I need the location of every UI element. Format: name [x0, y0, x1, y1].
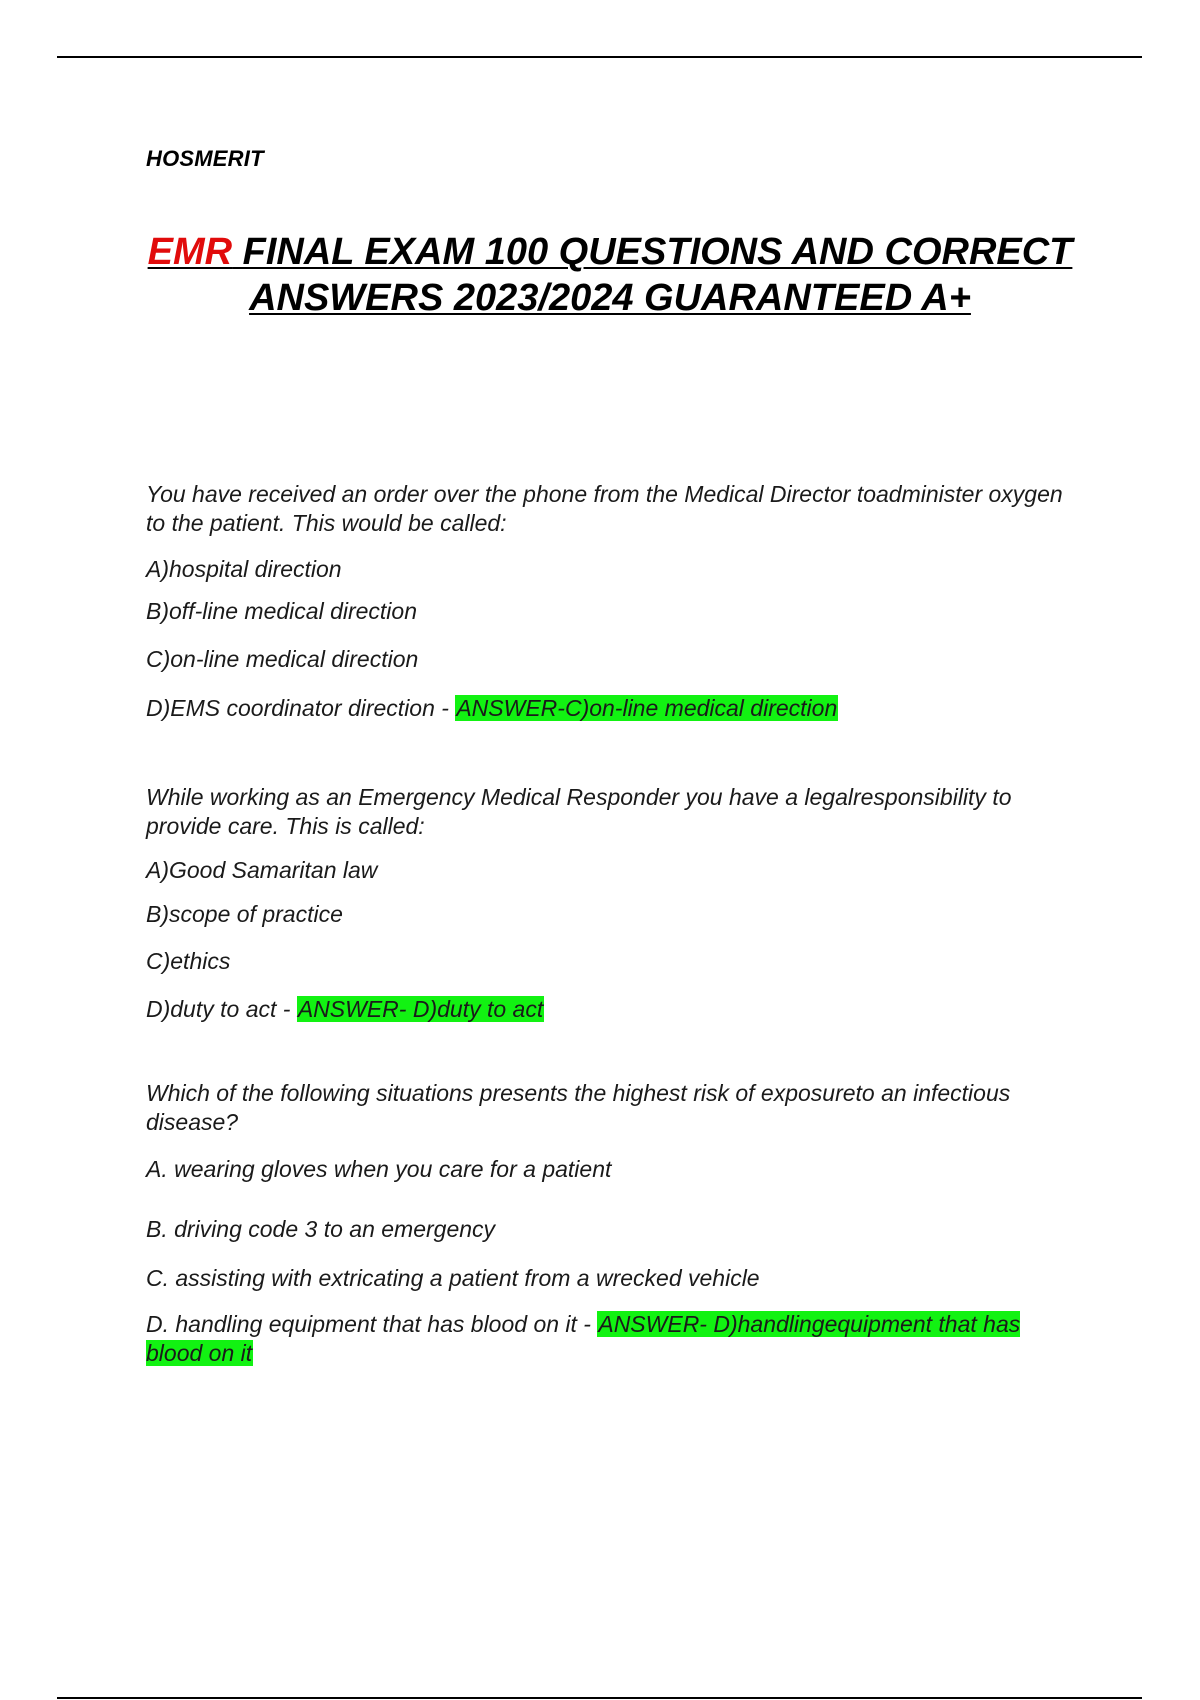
option-c: C. assisting with extricating a patient from a wrecked vehicle: [146, 1265, 760, 1291]
answer-highlight: ANSWER-C)on-line medical direction: [456, 695, 838, 721]
title-accent: EMR: [147, 231, 233, 273]
title-rest: FINAL EXAM 100 QUESTIONS AND CORRECT ANSWERS 2023/2024 GUARANTEED A+: [232, 231, 1073, 319]
question-block-3: [146, 1079, 1076, 1366]
option-d: [146, 694, 838, 723]
bottom-rule: [57, 1697, 1142, 1699]
answer-highlight: ANSWER- D)duty to act: [297, 996, 544, 1022]
question-block-2: [146, 783, 1076, 1022]
answer-highlight: ANSWER- D)handlingequipment that has blood on it: [146, 1311, 1021, 1366]
option-a: A. wearing gloves when you care for a patient: [146, 1156, 612, 1182]
question-text: You have received an order over the phone from the Medical Director toadminister oxygen to the patient. This would be called:: [146, 481, 1063, 536]
option-d: [146, 1310, 1076, 1368]
option-c: C)ethics: [146, 948, 231, 974]
question-block-1: [146, 480, 1076, 721]
option-d-text: D. handling equipment that has blood on it -: [146, 1311, 598, 1337]
option-a: A)Good Samaritan law: [146, 857, 378, 883]
option-a: A)hospital direction: [146, 556, 342, 582]
option-b: B. driving code 3 to an emergency: [146, 1216, 496, 1242]
brand-name: HOSMERIT: [146, 146, 264, 171]
question-text: Which of the following situations presents the highest risk of exposureto an infectious disease?: [146, 1080, 1011, 1135]
top-rule: [57, 56, 1142, 58]
option-b: B)scope of practice: [146, 901, 343, 927]
option-d-text: D)EMS coordinator direction -: [146, 695, 456, 721]
option-d-text: D)duty to act -: [146, 996, 297, 1022]
option-d: [146, 995, 544, 1024]
question-text: While working as an Emergency Medical Responder you have a legalresponsibility to provide care. This is called:: [146, 784, 1012, 839]
document-title: [140, 229, 1080, 321]
option-b: B)off-line medical direction: [146, 598, 418, 624]
option-c: C)on-line medical direction: [146, 646, 419, 672]
